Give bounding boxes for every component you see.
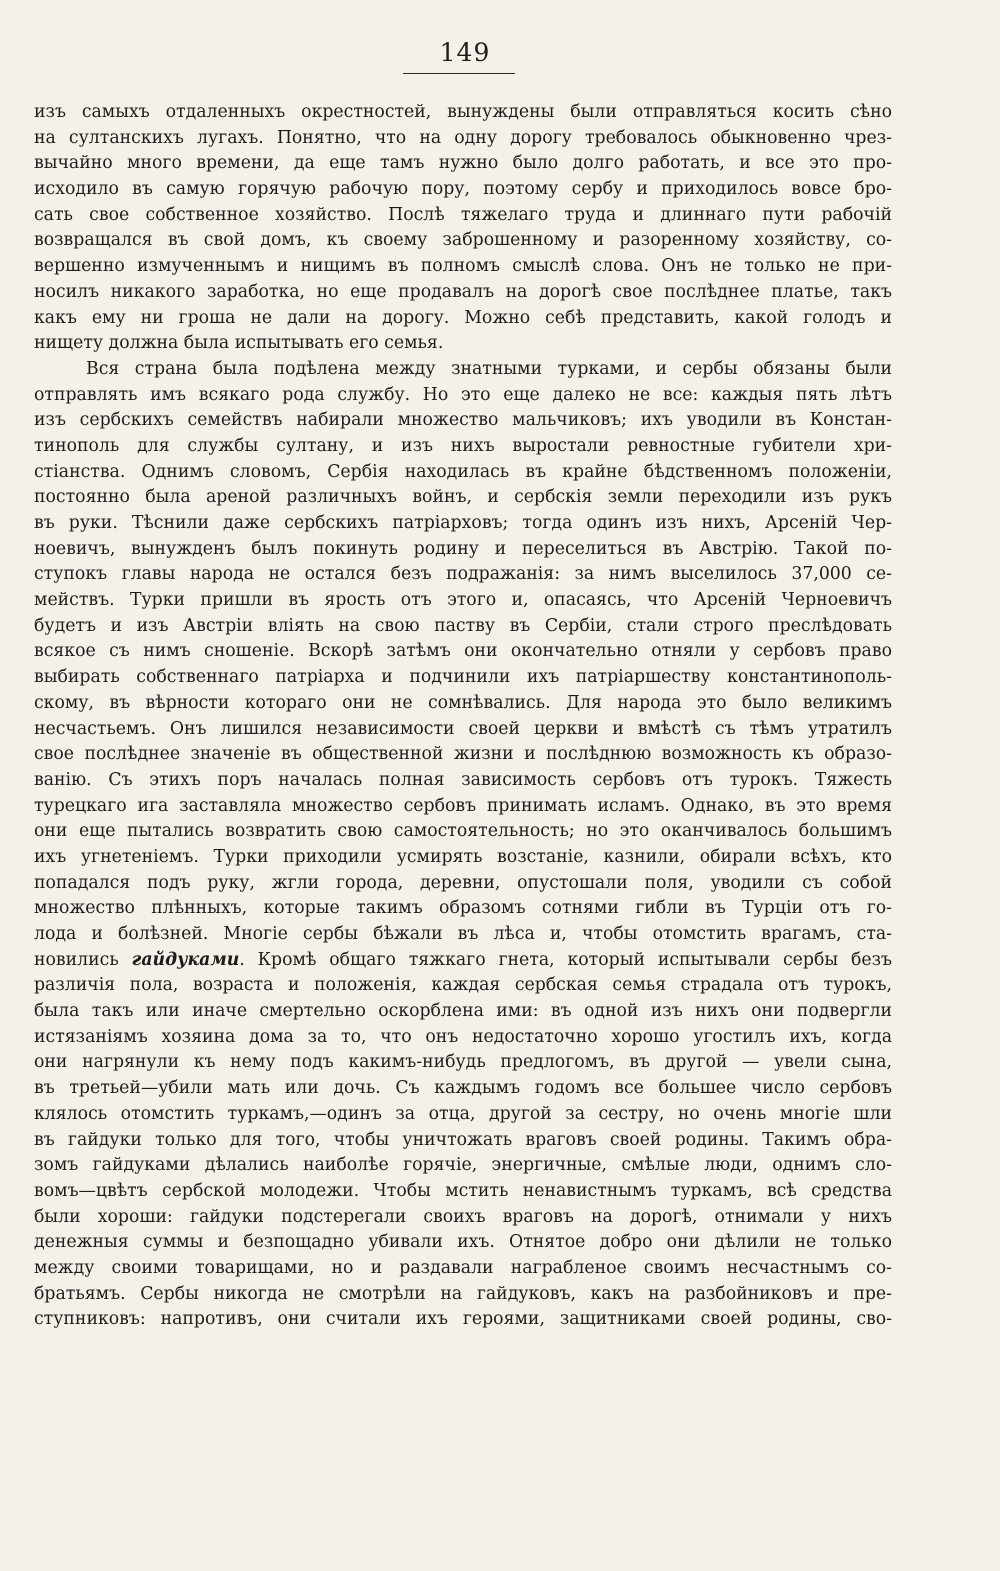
text-line: вычайно много времени, да еще тамъ нужно было долго работать, и все это про- <box>34 153 892 174</box>
text-line: была такъ или иначе смертельно оскорблена ими: въ одной изъ нихъ они подвергли <box>34 1001 892 1022</box>
text-line: они еще пытались возвратить свою самостоятельность; но это оканчивалось большимъ <box>34 821 892 842</box>
emphasized-word: гайдуками <box>131 949 240 970</box>
text-line: вершенно измученнымъ и нищимъ въ полномъ смыслѣ слова. Онъ не только не при- <box>34 256 892 277</box>
text-line: стіанства. Однимъ словомъ, Сербія находилась въ крайне бѣдственномъ положеніи, <box>34 461 892 482</box>
text-line: тинополь для службы султану, и изъ нихъ выростали ревностные губители хри- <box>34 435 892 456</box>
text-line-with-emphasis <box>34 948 892 974</box>
text-line: несчастьемъ. Онъ лишился независимости своей церкви и вмѣстѣ съ тѣмъ утратилъ <box>34 718 892 739</box>
text-line: лода и болѣзней. Многіе сербы бѣжали въ лѣса и, чтобы отомстить врагамъ, ста- <box>34 924 892 944</box>
page-number: 149 <box>439 38 491 67</box>
paragraph-start-line: Вся страна была подѣлена между знатными турками, и сербы обязаны были <box>86 358 892 379</box>
text-line: братьямъ. Сербы никогда не смотрѣли на гайдуковъ, какъ на разбойниковъ и пре- <box>34 1283 892 1304</box>
text-line: попадался подъ руку, жгли города, деревни, опустошали поля, уводили съ собой <box>34 872 892 893</box>
text-line: выбирать собственнаго патріарха и подчинили ихъ патріаршеству константинополь- <box>34 667 892 688</box>
text-line: всякое съ нимъ сношеніе. Вскорѣ затѣмъ они окончательно отняли у сербовъ право <box>34 641 892 662</box>
text-line: какъ ему ни гроша не дали на дорогу. Можно себѣ представить, какой голодъ и <box>34 307 892 328</box>
text-line: въ руки. Тѣснили даже сербскихъ патріарховъ; тогда одинъ изъ нихъ, Арсеній Чер- <box>34 513 892 533</box>
text-line: скому, въ вѣрности котораго они не сомнѣвались. Для народа это было великимъ <box>34 692 892 713</box>
body-text <box>34 100 892 1333</box>
text-line: ноевичъ, вынужденъ былъ покинуть родину и переселиться въ Австрію. Такой по- <box>34 538 892 559</box>
text-line: они нагрянули къ нему подъ какимъ-нибудь предлогомъ, въ другой — увели сына, <box>34 1052 892 1073</box>
text-line: между своими товарищами, но и раздавали награбленое своимъ несчастнымъ со- <box>34 1257 892 1278</box>
text-line: ихъ угнетеніемъ. Турки приходили усмирять возстаніе, казнили, обирали всѣхъ, кто <box>34 846 892 867</box>
text-line: клялось отомстить туркамъ,—одинъ за отца, другой за сестру, но очень многіе шли <box>34 1103 892 1124</box>
text-line: истязаніямъ хозяина дома за то, что онъ недостаточно хорошо угостилъ ихъ, когда <box>34 1026 892 1047</box>
text-line: зомъ гайдуками дѣлались наиболѣе горячіе, энергичные, смѣлые люди, однимъ сло- <box>34 1155 892 1176</box>
text-line: въ третьей—убили мать или дочь. Съ каждымъ годомъ все большее число сербовъ <box>34 1078 892 1099</box>
text-line: постоянно была ареной различныхъ войнъ, и сербскія земли переходили изъ рукъ <box>34 487 892 508</box>
text-segment: . Кромѣ общаго тяжкаго гнета, который испытывали сербы безъ <box>239 949 892 970</box>
text-line: вомъ—цвѣтъ сербской молодежи. Чтобы мстить ненавистнымъ туркамъ, всѣ средства <box>34 1180 892 1201</box>
text-line: отправлять имъ всякаго рода службу. Но это еще далеко не все: каждыя пять лѣтъ <box>34 384 892 405</box>
text-line: на султанскихъ лугахъ. Понятно, что на одну дорогу требовалось обыкновенно чрез- <box>34 127 892 148</box>
text-line: были хороши: гайдуки подстерегали своихъ враговъ на дорогѣ, отнимали у нихъ <box>34 1206 892 1227</box>
text-line: изъ самыхъ отдаленныхъ окрестностей, вынуждены были отправляться косить сѣно <box>34 102 892 122</box>
text-line: различія пола, возраста и положенія, каждая сербская семья страдала отъ турокъ, <box>34 975 892 996</box>
text-line: турецкаго ига заставляла множество сербовъ принимать исламъ. Однако, въ это время <box>34 795 892 816</box>
paragraph-end-line: нищету должна была испытывать его семья. <box>34 333 444 354</box>
text-line: денежныя суммы и безпощадно убивали ихъ. Отнятое добро они дѣлили не только <box>34 1232 892 1253</box>
text-line: будетъ и изъ Австріи вліять на свою паству въ Сербіи, стали строго преслѣдовать <box>34 615 892 636</box>
text-line: носилъ никакого заработка, но еще продавалъ на дорогѣ свое послѣднее платье, такъ <box>34 281 892 302</box>
text-line: свое послѣднее значеніе въ общественной жизни и послѣднюю возможность къ образо- <box>34 744 892 765</box>
text-line: ступокъ главы народа не остался безъ подражанія: за нимъ выселилось 37,000 се- <box>34 564 892 585</box>
text-segment: новились <box>34 949 132 970</box>
text-line: множество плѣнныхъ, которые такимъ образомъ сотнями гибли въ Турціи отъ го- <box>34 898 892 919</box>
text-line: изъ сербскихъ семействъ набирали множество мальчиковъ; ихъ уводили въ Констан- <box>34 410 892 431</box>
text-line: сать свое собственное хозяйство. Послѣ тяжелаго труда и длиннаго пути рабочій <box>34 204 892 225</box>
text-line: ванію. Съ этихъ поръ началась полная зависимость сербовъ отъ турокъ. Тяжесть <box>34 769 892 790</box>
text-line: мействъ. Турки пришли въ ярость отъ этого и, опасаясь, что Арсеній Черноевичъ <box>34 590 892 611</box>
text-line: ступниковъ: напротивъ, они считали ихъ героями, защитниками своей родины, сво- <box>34 1309 892 1330</box>
text-line: возвращался въ свой домъ, къ своему заброшенному и разоренному хозяйству, со- <box>34 230 892 251</box>
text-line: исходило въ самую горячую рабочую пору, поэтому сербу и приходилось вовсе бро- <box>34 179 892 200</box>
page-number-rule <box>403 73 515 74</box>
text-line: въ гайдуки только для того, чтобы уничтожать враговъ своей родины. Такимъ обра- <box>34 1129 892 1150</box>
